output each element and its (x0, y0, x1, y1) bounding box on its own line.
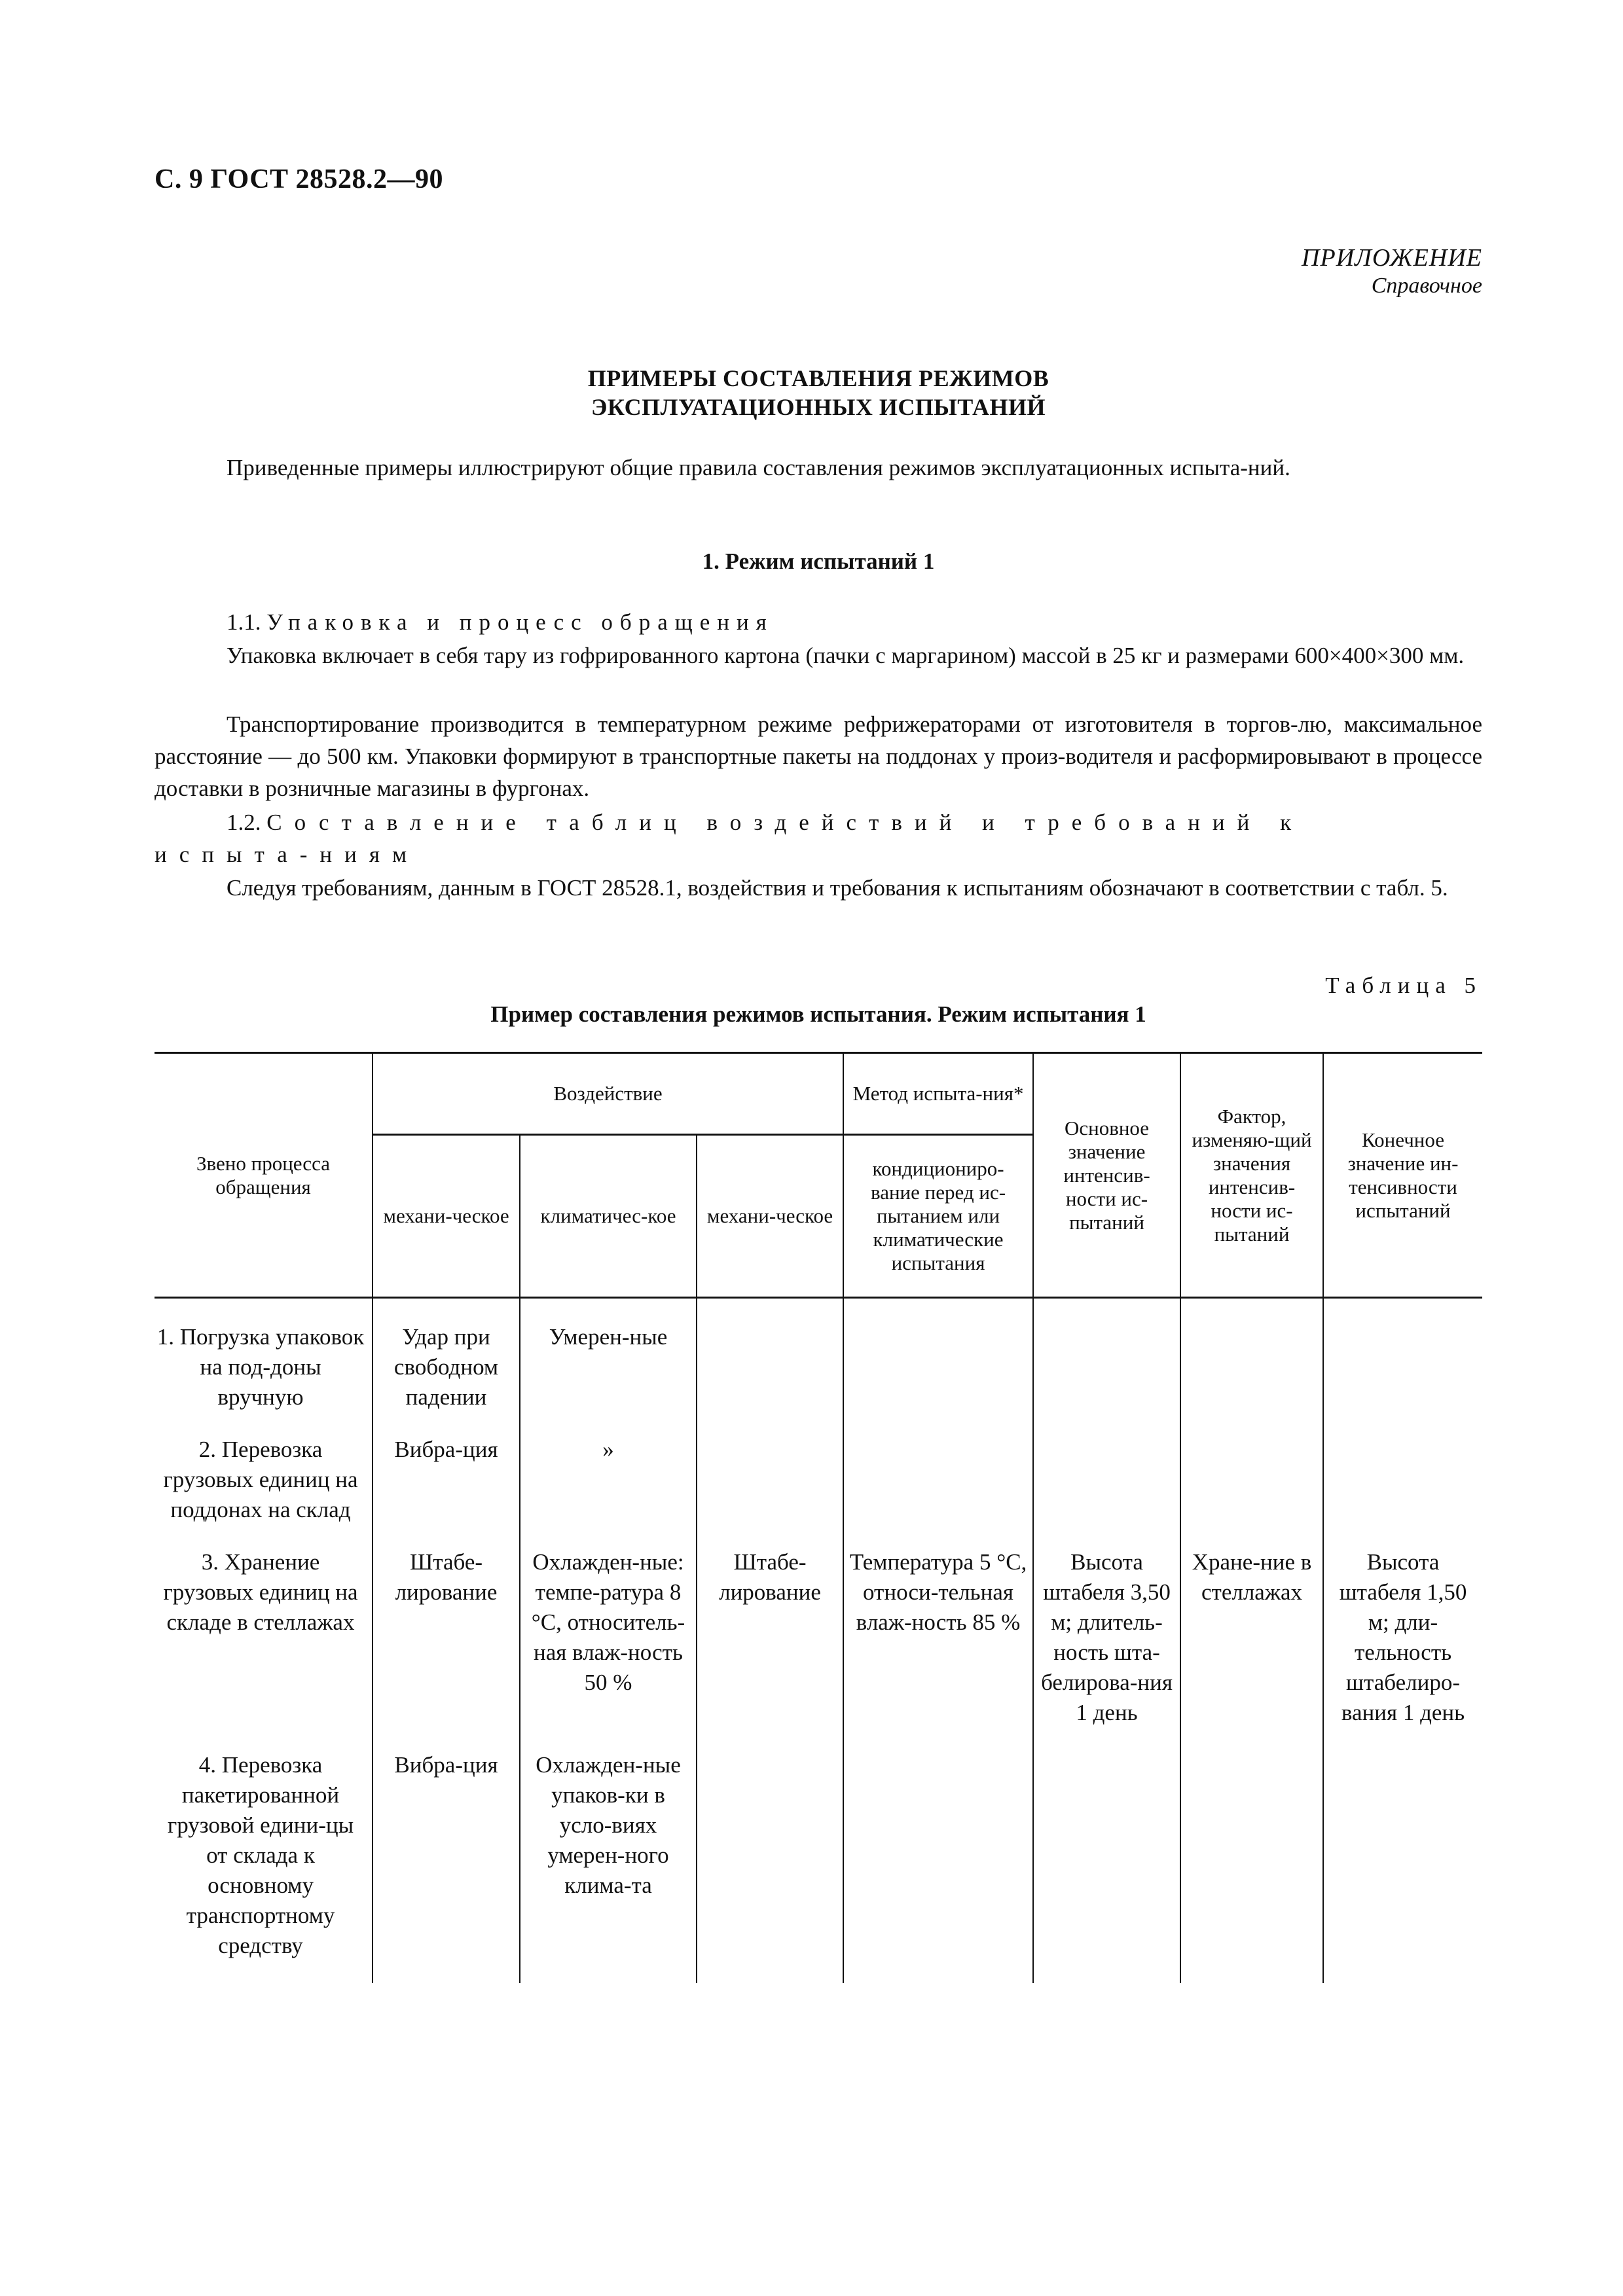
header-method: Метод испыта-ния* (843, 1053, 1033, 1135)
cell-climatic: Охлажден-ные упаков-ки в усло-виях умерен-ного клима-та (520, 1750, 697, 1983)
paragraph-transport (155, 708, 1482, 804)
cell-climatic: Умерен-ные (520, 1298, 697, 1435)
header-impact-mechanical-2: механи-ческое (697, 1135, 843, 1298)
subsection-1-2-number: 1.2. (227, 810, 261, 835)
cell-final-value (1323, 1435, 1482, 1547)
paragraph-packaging-text: Упаковка включает в себя тару из гофрированного картона (пачки с маргарином) массой в 25 кг и размерами 600×400×300 мм. (227, 643, 1465, 668)
table-row (155, 1547, 1482, 1750)
table-caption: Пример составления режимов испытания. Режим испытания 1 (490, 1001, 1146, 1027)
cell-mechanical-2 (697, 1298, 843, 1435)
cell-link: 2. Перевозка грузовых единиц на поддонах на склад (163, 1437, 358, 1522)
table-row (155, 1750, 1482, 1983)
cell-final-value (1323, 1298, 1482, 1435)
subsection-1-1-title: Упаковка и процесс обращения (266, 609, 774, 635)
appendix-type: Справочное (1371, 274, 1482, 298)
cell-mechanical-2 (697, 1435, 843, 1547)
header-link: Звено процесса обращения (155, 1053, 373, 1298)
table-number: Таблица 5 (1325, 973, 1482, 998)
title-line-1: ПРИМЕРЫ СОСТАВЛЕНИЯ РЕЖИМОВ (587, 365, 1049, 391)
cell-base-value (1033, 1298, 1180, 1435)
cell-base-value: Высота штабеля 3,50 м; длитель-ность шта-белирова-ния 1 день (1033, 1547, 1180, 1750)
subsection-1-2-title: Составление таблиц воздействий и требований к испыта-ниям (155, 810, 1304, 867)
cell-method (843, 1435, 1033, 1547)
document-title (155, 364, 1482, 422)
subsection-1-1-number: 1.1. (227, 609, 261, 635)
cell-mechanical-2: Штабе-лирование (697, 1547, 843, 1750)
cell-climatic: Охлажден-ные: темпе-ратура 8 °С, относитель-ная влаж-ность 50 % (520, 1547, 697, 1750)
header-factor: Фактор, изменяю-щий значения интенсив-ности ис-пытаний (1180, 1053, 1323, 1298)
appendix-label: ПРИЛОЖЕНИЕ (1302, 244, 1482, 272)
intro-text: Приведенные примеры иллюстрируют общие правила составления режимов эксплуатационных испыта-ний. (227, 455, 1290, 480)
header-method-conditioning: кондициониро-вание перед ис-пытанием или климатические испытания (843, 1135, 1033, 1298)
section-heading: 1. Режим испытаний 1 (702, 548, 935, 574)
cell-mechanical-1: Вибра-ция (373, 1750, 520, 1983)
header-impact-climatic: климатичес-кое (520, 1135, 697, 1298)
cell-mechanical-1: Удар при свободном падении (373, 1298, 520, 1435)
table-row (155, 1435, 1482, 1547)
cell-factor (1180, 1750, 1323, 1983)
appendix-label-block (1302, 243, 1482, 298)
cell-final-value: Высота штабеля 1,50 м; дли-тельность штабелиро-вания 1 день (1323, 1547, 1482, 1750)
cell-factor: Хране-ние в стеллажах (1180, 1547, 1323, 1750)
cell-base-value (1033, 1435, 1180, 1547)
test-modes-table (155, 1052, 1482, 1983)
cell-method (843, 1750, 1033, 1983)
cell-method: Температура 5 °С, относи-тельная влаж-ность 85 % (843, 1547, 1033, 1750)
header-impact-mechanical-1: механи-ческое (373, 1135, 520, 1298)
header-impact: Воздействие (373, 1053, 843, 1135)
paragraph-requirements (155, 872, 1482, 904)
paragraph-packaging (155, 639, 1482, 672)
cell-base-value (1033, 1750, 1180, 1983)
cell-mechanical-1: Штабе-лирование (373, 1547, 520, 1750)
paragraph-requirements-text: Следуя требованиям, данным в ГОСТ 28528.1, воздействия и требования к испытаниям обозначают в соответствии с табл. 5. (227, 875, 1448, 901)
subsection-1-2 (155, 806, 1482, 870)
cell-mechanical-2 (697, 1750, 843, 1983)
cell-factor (1180, 1298, 1323, 1435)
header-base-value: Основное значение интенсив-ности ис-пытаний (1033, 1053, 1180, 1298)
table-row (155, 1298, 1482, 1435)
header-final-value: Конечное значение ин-тенсивности испытаний (1323, 1053, 1482, 1298)
cell-mechanical-1: Вибра-ция (373, 1435, 520, 1547)
page-header: С. 9 ГОСТ 28528.2—90 (155, 164, 444, 194)
subsection-1-1 (155, 606, 1482, 638)
cell-climatic: » (520, 1435, 697, 1547)
paragraph-transport-text: Транспортирование производится в температурном режиме рефрижераторами от изготовителя в торгов-лю, максимальное расстояние — до 500 км. Упаковки формируют в транспортные пакеты на поддонах у произ-водителя и расформировывают в процессе доставки в розничные магазины в фургонах. (155, 711, 1482, 801)
cell-method (843, 1298, 1033, 1435)
intro-paragraph (155, 452, 1482, 484)
cell-link: 3. Хранение грузовых единиц на складе в стеллажах (163, 1549, 358, 1635)
title-line-2: ЭКСПЛУАТАЦИОННЫХ ИСПЫТАНИЙ (591, 394, 1046, 420)
cell-link: 1. Погрузка упаковок на под-доны вручную (156, 1324, 365, 1410)
cell-link: 4. Перевозка пакетированной грузовой едини-цы от склада к основному транспортному средству (167, 1752, 354, 1958)
cell-factor (1180, 1435, 1323, 1547)
cell-final-value (1323, 1750, 1482, 1983)
